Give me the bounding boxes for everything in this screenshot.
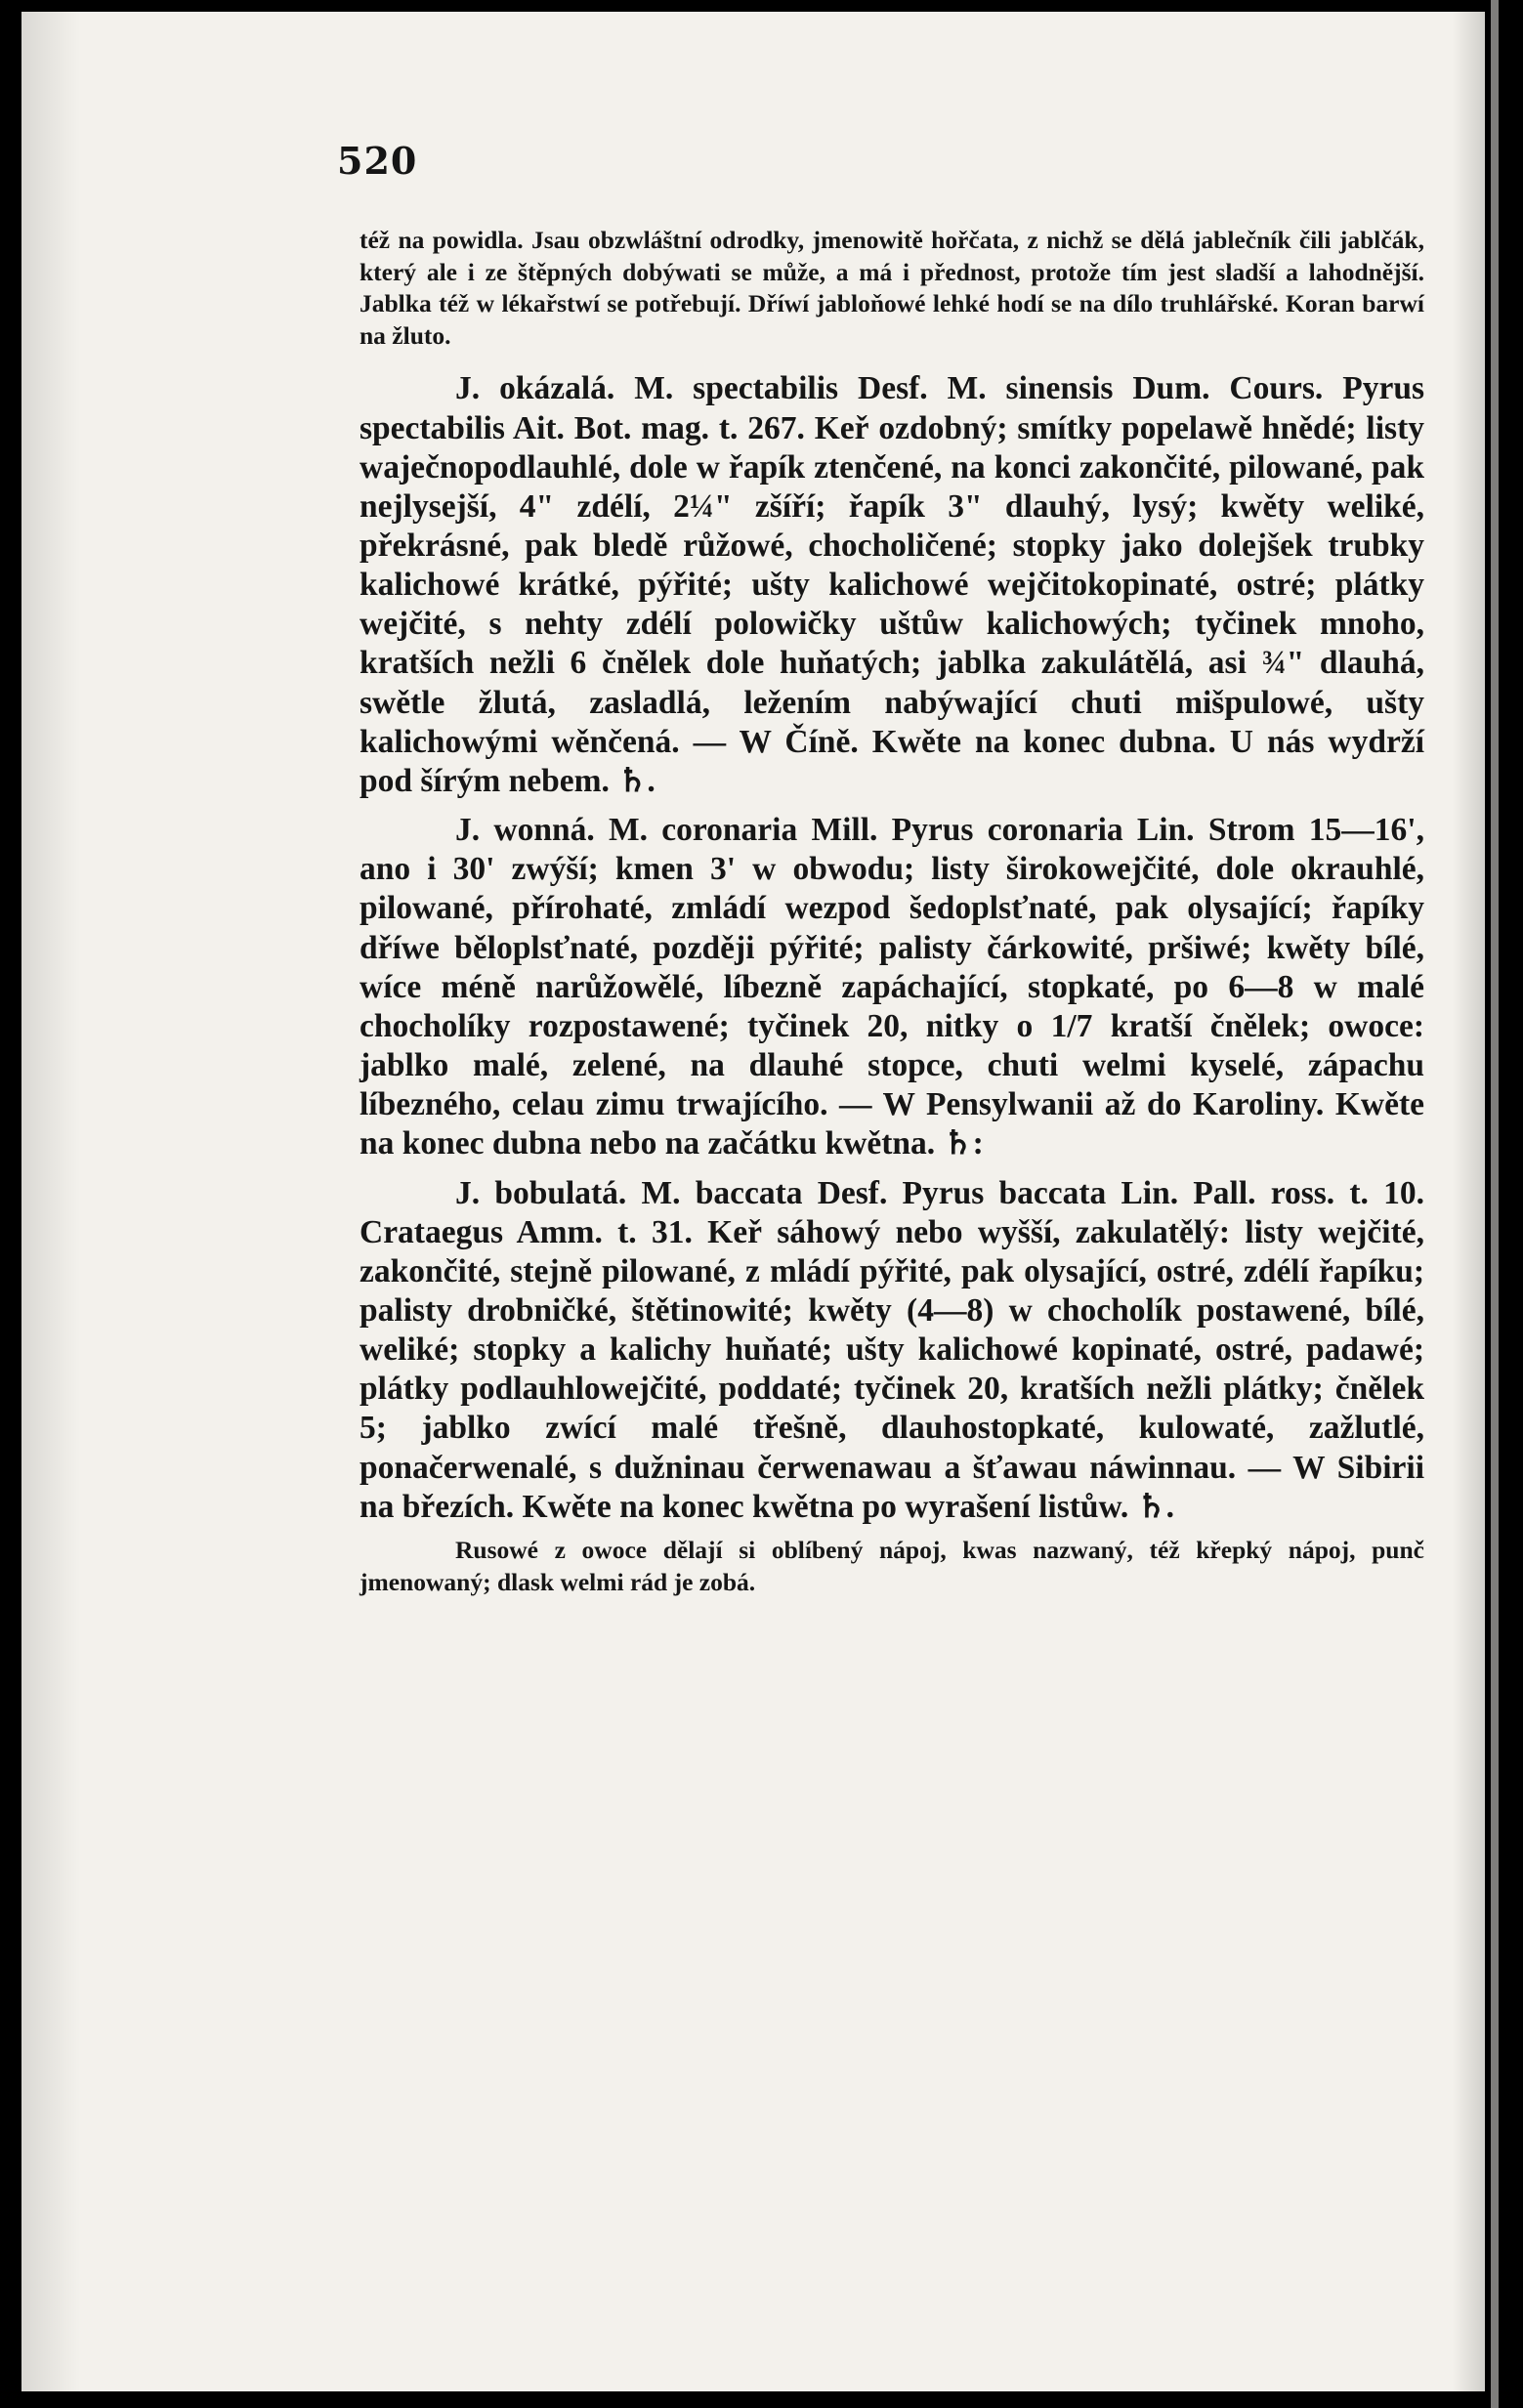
paragraph-cider-note: též na powidla. Jsau obzwláštní odrodky, jmenowitě hořčata, z nichž se dělá jablečník čili jablčák, který ale i ze štěpných dobýwati se může, a má i přednost, protože tím jest sladší a lahodnější. Jablka též w lékařstwí se potřebují. Dříwí jabloňowé lehké hodí se na dílo truhlářské. Koran barwí na žluto. <box>360 226 1424 350</box>
page-gutter-shadow <box>21 12 80 2391</box>
paragraph-species-coronaria: J. wonná. M. coronaria Mill. Pyrus coronaria Lin. Strom 15—16', ano i 30' zwýší; kmen 3' w obwodu; listy širokowejčité, dole okrauhlé, pilowané, přírohaté, zmládí wezpod šedoplsťnaté, pak olysající; řapíky dříwe běloplsťnaté, později pýřité; palisty čárkowité, pršiwé; kwěty bílé, wíce méně narůžowělé, líbezně zapáchající, stopkaté, po 6—8 w malé chocholíky rozpostawené; tyčinek 20, nitky o 1/7 kratší čnělek; owoce: jablko malé, zelené, na dlauhé stopce, chuti welmi kyselé, zápachu líbezného, celau zimu trwajícího. — W Pensylwanii až do Karoliny. Kwěte na konec dubna nebo na začátku kwětna. ♄: <box>360 812 1424 1162</box>
page-edge-shadow <box>1452 12 1485 2391</box>
page-number: 520 <box>337 139 418 183</box>
paragraph-footnote-kvass: Rusowé z owoce dělají si oblíbený nápoj, kwas nazwaný, též křepký nápoj, punč jmenowaný; dlask welmi rád je zobá. <box>360 1535 1424 1596</box>
paragraph-species-spectabilis: J. okázalá. M. spectabilis Desf. M. sinensis Dum. Cours. Pyrus spectabilis Ait. Bot. mag. t. 267. Keř ozdobný; smítky popelawě hnědé; listy waječnopodlauhlé, dole w řapík ztenčené, na konci zakončité, pilowané, pak nejlysejší, 4" zdélí, 2¼" zšíří; řapík 3" dlauhý, lysý; kwěty weliké, překrásné, pak bledě růžowé, chocholičené; stopky jako dolejšek trubky kalichowé krátké, pýřité; ušty kalichowé wejčitokopinaté, ostré; plátky wejčité, s nehty zdélí polowičky uštůw kalichowých; tyčinek mnoho, kratších nežli 6 čnělek dole huňatých; jablka zakulátělá, asi ¾" dlauhá, swětle žlutá, zasladlá, ležením nabýwající chuti mišpulowé, ušty kalichowými wěnčená. — W Číně. Kwěte na konec dubna. U nás wydrží pod šírým nebem. ♄. <box>360 370 1424 799</box>
page-body-text <box>360 225 1424 1598</box>
adjacent-page-edge <box>1491 0 1499 2408</box>
paragraph-species-baccata: J. bobulatá. M. baccata Desf. Pyrus baccata Lin. Pall. ross. t. 10. Crataegus Amm. t. 31. Keř sáhowý nebo wyšší, zakulatělý: listy wejčité, zakončité, stejně pilowané, z mládí pýřité, pak olysající, ostré, zdélí řapíku; palisty drobničké, štětinowité; kwěty (4—8) w chocholík postawené, bílé, weliké; stopky a kalichy huňaté; ušty kalichowé kopinaté, ostré, padawé; plátky podlauhlowejčité, poddaté; tyčinek 20, kratších nežli plátky; čnělek 5; jablko zwící malé třešně, dlauhostopkaté, kulowaté, zažlutlé, ponačerwenalé, s dužninau čerwenawau a šťawau náwinnau. — W Sibirii na březích. Kwěte na konec kwětna po wyrašení listůw. ♄. <box>360 1174 1424 1525</box>
